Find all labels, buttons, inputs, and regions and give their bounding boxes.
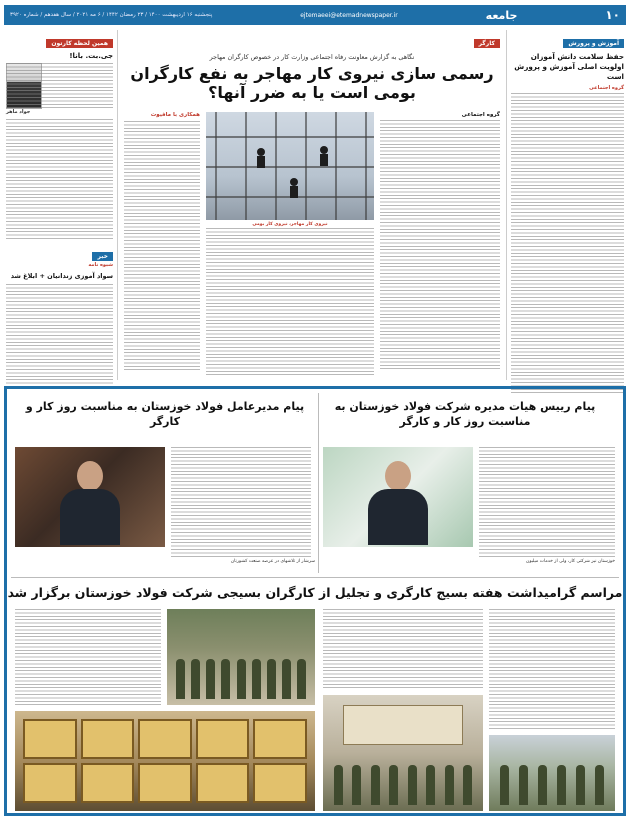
left-column	[6, 30, 118, 380]
left-column-intro	[6, 63, 113, 109]
ad-left-title: پیام مدیرعامل فولاد خوزستان به مناسبت روز کار و کارگر	[25, 400, 305, 428]
left-column-subtitle-small: شیوه نامه	[88, 262, 113, 268]
right-column-lead: گروه اجتماعی	[589, 85, 624, 91]
ad-horizontal-divider	[11, 577, 619, 578]
left-column-body-2	[6, 284, 113, 384]
main-story-lead: گروه اجتماعی	[461, 112, 500, 118]
ad-left-caption: سرشار از تلاشهای در عرصه صنعت کشورتان	[230, 559, 315, 564]
scaffold-illustration	[206, 112, 374, 220]
right-column-body	[511, 93, 624, 393]
main-story-column-3	[124, 112, 200, 376]
main-story-body-1	[380, 120, 500, 370]
left-column-title: جی.بت. بانا!	[69, 52, 113, 60]
ad-right-portrait	[323, 447, 473, 547]
ad-left-body	[171, 447, 311, 557]
workers-photo	[206, 112, 374, 220]
right-column-title: حفظ سلامت دانش آموزان اولویت اصلی آموزش و پرورش است	[514, 52, 624, 81]
left-column-subtitle: سواد آموزی زندانیان + ابلاغ شد	[10, 272, 113, 280]
event-body-left	[15, 609, 161, 705]
left-column-tag-2: خبر	[92, 252, 113, 261]
workers-photo-caption: نیروی کار مهاجر، نیروی کار بومی	[252, 222, 328, 227]
page-header	[4, 5, 626, 25]
ad-right-body	[479, 447, 615, 557]
main-story-body-2	[206, 228, 374, 376]
main-story-body-3	[124, 121, 200, 371]
ad-right-caption: خوزستان نیز شرکتی کار، ولی از خدمات میلیون	[526, 559, 615, 564]
page-number: ۱۰	[605, 8, 620, 22]
left-column-body	[6, 119, 113, 239]
left-column-tag: همین لحظه کارتون	[46, 39, 113, 48]
event-photo-group	[167, 609, 315, 705]
right-column-tag: آموزش و پرورش	[563, 39, 624, 48]
section-title: جامعه	[485, 8, 518, 22]
main-story-kicker: نگاهی به گزارش معاونت رفاه اجتماعی وزارت کار در خصوص کارگران مهاجر	[209, 53, 415, 61]
event-photo-officials	[489, 735, 615, 811]
date-line: پنجشنبه ۱۶ اردیبهشت ۱۴۰۰ / ۲۳ رمضان ۱۴۴۲ / ۶ مه ۲۰۲۱ / سال هفدهم / شماره ۳۹۲۰	[10, 12, 213, 18]
ad-frame	[4, 386, 626, 816]
event-body-right	[489, 609, 615, 729]
person-icon	[60, 461, 120, 547]
main-story-headline: رسمی سازی نیروی کار مهاجر به نفع کارگران بومی است یا به ضرر آنها؟	[130, 64, 494, 102]
author-name: جواد ماهر	[6, 109, 31, 115]
main-story-column-1	[380, 112, 500, 376]
ad-left-portrait	[15, 447, 165, 547]
ad-right-title: پیام رییس هیات مدیره شرکت فولاد خوزستان به مناسبت روز کار و کارگر	[334, 400, 596, 428]
event-photo-ceremony	[323, 695, 483, 811]
main-story	[124, 30, 500, 380]
person-icon	[368, 461, 428, 547]
right-column	[506, 30, 624, 380]
event-body-center	[323, 609, 483, 689]
event-headline: مراسم گرامیداشت هفته بسیج کارگری و تجلیل از کارگران بسیجی شرکت فولاد خوزستان برگزار شد	[7, 585, 623, 600]
section-email[interactable]: ejtemaeei@etemadnewspaper.ir	[300, 11, 398, 19]
main-story-side-heading: همکاری با مافیوت	[150, 112, 200, 118]
event-photo-martyrs	[15, 711, 315, 811]
main-story-tag: کارگر	[474, 39, 500, 48]
